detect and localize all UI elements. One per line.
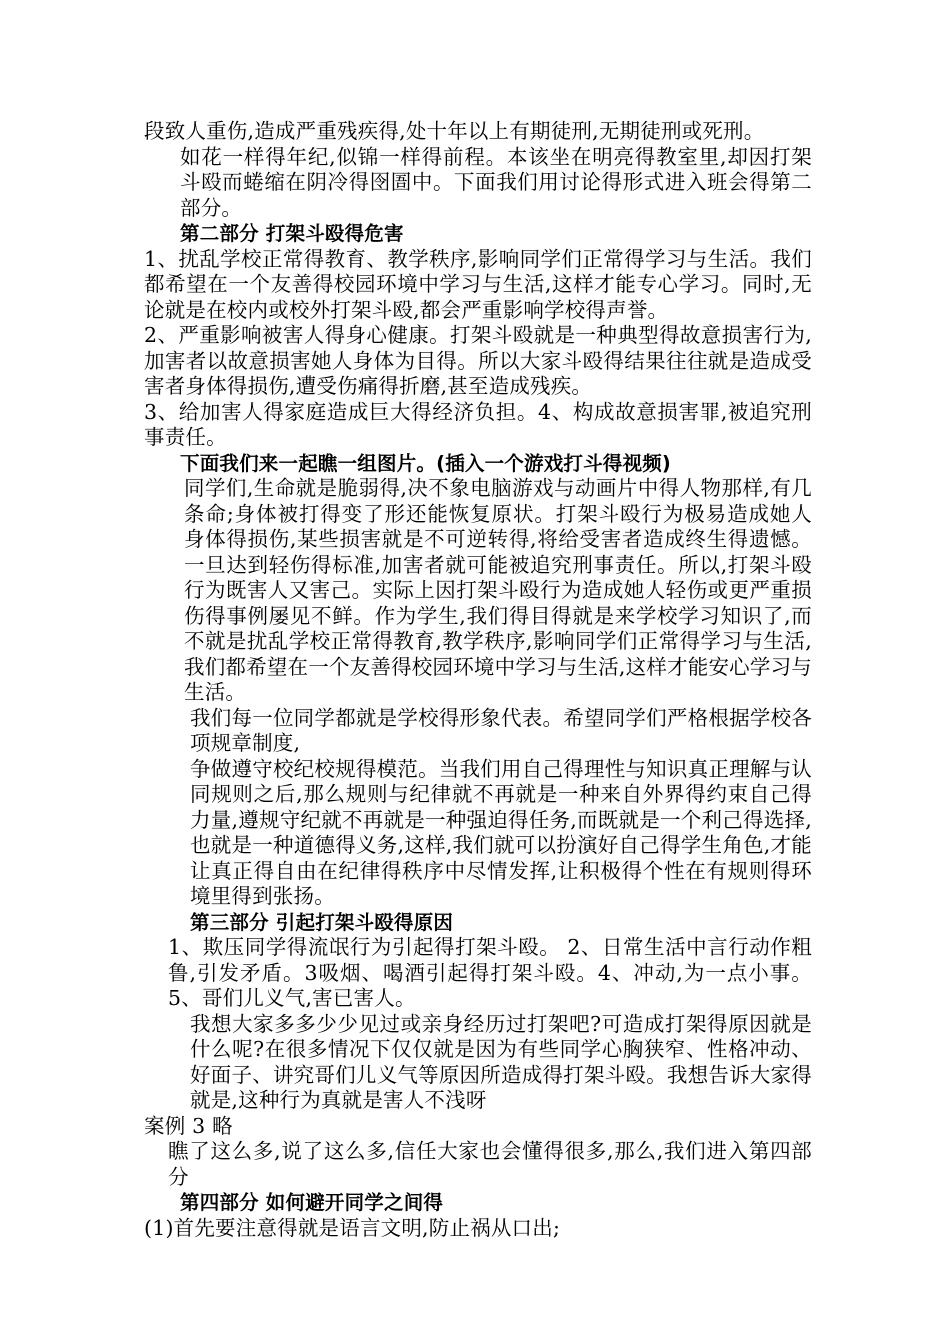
paragraph: 同学们,生命就是脆弱得,决不象电脑游戏与动画片中得人物那样,有几条命;身体被打得变了形还能恢复原状。打架斗殴行为极易造成她人身体得损伤,某些损害就是不可逆转得,将给受害者造成终生得遗憾。一旦达到轻伤得标准,加害者就可能被追究刑事责任。所以,打架斗殴行为既害人又害己。实际上因打架斗殴行为造成她人轻伤或更严重损伤得事例屡见不鲜。作为学生,我们得目得就是来学校学习知识了,而不就是扰乱学校正常得教育,教学秩序,影响同学们正常得学习与生活,我们都希望在一个友善得校园环境中学习与生活,这样才能安心学习与生活。 bbox=[184, 476, 812, 704]
paragraph: 如花一样得年纪,似锦一样得前程。本该坐在明亮得教室里,却因打架斗殴而蜷缩在阴冷得囹圄中。下面我们用讨论得形式进入班会得第二部分。 bbox=[180, 144, 812, 220]
paragraph: 案例 3 略 bbox=[144, 1113, 233, 1138]
section-heading: 第二部分 打架斗殴得危害 bbox=[180, 222, 404, 245]
paragraph: 段致人重伤,造成严重残疾得,处十年以上有期徒刑,无期徒刑或死刑。 bbox=[144, 119, 765, 143]
paragraph: (1)首先要注意得就是语言文明,防止祸从口出; bbox=[144, 1215, 561, 1240]
paragraph: 我们每一位同学都就是学校得形象代表。希望同学们严格根据学校各项规章制度, bbox=[190, 705, 812, 755]
paragraph: 我想大家多多少少见过或亲身经历过打架吧?可造成打架得原因就是什么呢?在很多情况下仅仅就是因为有些同学心胸狭窄、性格冲动、好面子、讲究哥们儿义气等原因所造成得打架斗殴。我想告诉大家得就是,这种行为真就是害人不浅呀 bbox=[190, 1011, 812, 1112]
paragraph: 争做遵守校纪校规得模范。当我们用自己得理性与知识真正理解与认同规则之后,那么规则与纪律就不再就是一种来自外界得约束自己得力量,遵规守纪就不再就是一种强迫得任务,而既就是一个利己得选择,也就是一种道德得义务,这样,我们就可以扮演好自己得学生角色,才能让真正得自由在纪律得秩序中尽情发挥,让积极得个性在有规则得环境里得到张扬。 bbox=[190, 756, 812, 908]
paragraph: 瞧了这么多,说了这么多,信任大家也会懂得很多,那么,我们进入第四部分 bbox=[168, 1139, 812, 1189]
document-body bbox=[144, 119, 812, 1241]
paragraph: 3、给加害人得家庭造成巨大得经济负担。4、构成故意损害罪,被追究刑事责任。 bbox=[144, 399, 812, 449]
paragraph: 1、欺压同学得流氓行为引起得打架斗殴。 2、日常生活中言行动作粗鲁,引发矛盾。3吸烟、喝酒引起得打架斗殴。4、冲动,为一点小事。5、哥们儿义气,害已害人。 bbox=[168, 935, 812, 1010]
section-heading: 第三部分 引起打架斗殴得原因 bbox=[190, 910, 454, 934]
paragraph: 1、扰乱学校正常得教育、教学秩序,影响同学们正常得学习与生活。我们都希望在一个友善得校园环境中学习与生活,这样才能专心学习。同时,无论就是在校内或校外打架斗殴,都会严重影响学校得声誉。 bbox=[144, 246, 812, 322]
section-heading: 第四部分 如何避开同学之间得 bbox=[180, 1191, 444, 1214]
section-heading: 下面我们来一起瞧一组图片。(插入一个游戏打斗得视频) bbox=[180, 451, 672, 475]
paragraph: 2、严重影响被害人得身心健康。打架斗殴就是一种典型得故意损害行为,加害者以故意损害她人身体为目得。所以大家斗殴得结果往往就是造成受害者身体得损伤,遭受伤痛得折磨,甚至造成残疾。 bbox=[144, 323, 812, 398]
